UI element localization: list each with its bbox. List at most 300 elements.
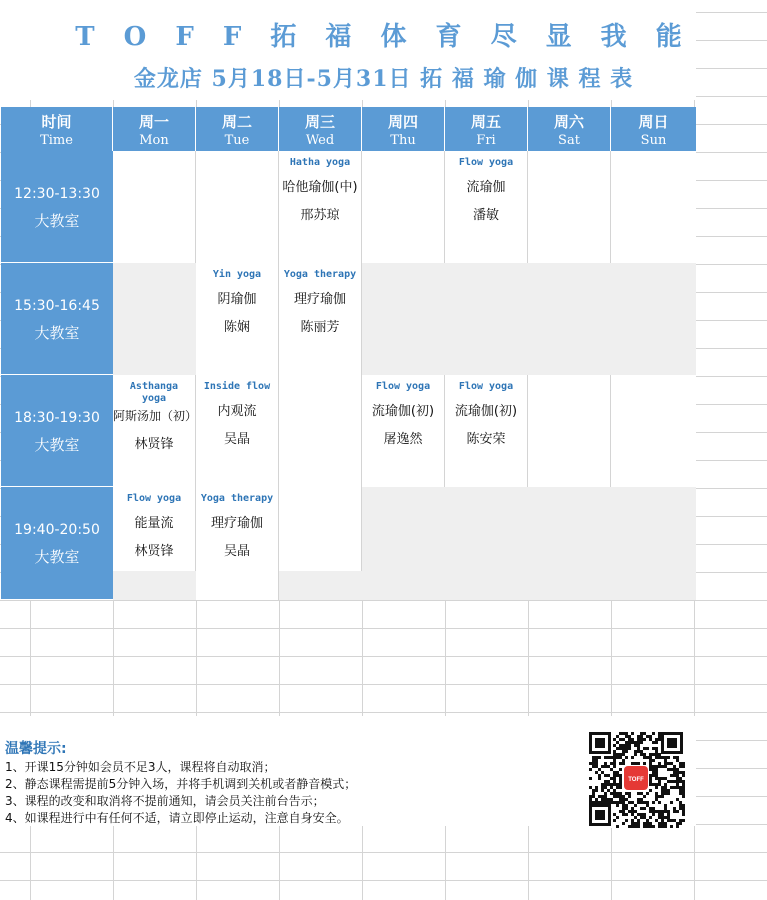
qr-module [637, 819, 640, 822]
qr-module [682, 786, 685, 789]
qr-module [661, 822, 664, 825]
header-wed [279, 107, 362, 151]
qr-module [679, 804, 682, 807]
qr-module [619, 774, 622, 777]
qr-module [655, 741, 658, 744]
qr-module [682, 819, 685, 822]
qr-module [589, 777, 592, 780]
teacher-name: 吴晶 [223, 432, 250, 447]
qr-module [649, 783, 652, 786]
qr-module [634, 825, 637, 828]
qr-module [673, 765, 676, 768]
qr-module [643, 762, 646, 765]
qr-module [652, 771, 655, 774]
qr-module [640, 732, 643, 735]
qr-module [655, 774, 658, 777]
qr-module [619, 744, 622, 747]
qr-module [604, 792, 607, 795]
qr-module [670, 774, 673, 777]
qr-module [679, 786, 682, 789]
qr-module [646, 756, 649, 759]
class-english-name: Inside flow [203, 381, 271, 392]
header-sublabel: Wed [305, 133, 335, 148]
qr-module [616, 783, 619, 786]
header-sublabel: Thu [390, 133, 416, 148]
time-range: 15:30-16:45 [14, 298, 100, 314]
qr-module [658, 825, 661, 828]
qr-module [646, 735, 649, 738]
qr-module [658, 777, 661, 780]
qr-module [622, 807, 625, 810]
qr-module [658, 822, 661, 825]
class-english-name: Flow yoga [458, 381, 514, 392]
qr-logo-label: TOFF [628, 777, 644, 783]
qr-module [613, 780, 616, 783]
qr-module [637, 738, 640, 741]
qr-module [592, 756, 595, 759]
qr-module [682, 783, 685, 786]
qr-module [622, 753, 625, 756]
empty-cell [528, 375, 611, 487]
teacher-name: 吴晶 [223, 544, 250, 559]
qr-module [607, 774, 610, 777]
tips-title: 温馨提示: [5, 741, 67, 757]
qr-module [601, 765, 604, 768]
qr-module [613, 789, 616, 792]
qr-module [619, 756, 622, 759]
qr-module [601, 801, 604, 804]
qr-module [649, 780, 652, 783]
header-mon [113, 107, 196, 151]
qr-module [640, 753, 643, 756]
qr-module [625, 756, 628, 759]
qr-module [619, 795, 622, 798]
header-label: 周四 [387, 113, 418, 131]
qr-module [610, 792, 613, 795]
qr-module [649, 789, 652, 792]
class-name: 阴瑜伽 [217, 292, 257, 307]
qr-module [652, 810, 655, 813]
class-name: 能量流 [134, 516, 174, 531]
qr-module [655, 768, 658, 771]
qr-module [634, 753, 637, 756]
class-cell [113, 487, 196, 571]
qr-module [616, 741, 619, 744]
qr-module [598, 795, 601, 798]
qr-module [676, 771, 679, 774]
qr-module [676, 780, 679, 783]
qr-module [664, 759, 667, 762]
qr-module [679, 819, 682, 822]
qr-module [628, 738, 631, 741]
qr-module [679, 807, 682, 810]
class-cell [445, 151, 528, 263]
qr-module [610, 768, 613, 771]
qr-module [643, 816, 646, 819]
qr-module [601, 771, 604, 774]
qr-module [658, 765, 661, 768]
brand-title: T O F F 拓 福 体 育 尽 显 我 能 [75, 22, 692, 52]
qr-module [610, 786, 613, 789]
qr-module [664, 762, 667, 765]
class-name: 哈他瑜伽(中) [282, 180, 358, 195]
qr-module [613, 744, 616, 747]
time-slot [1, 151, 113, 263]
class-name: 内观流 [217, 404, 257, 419]
qr-module [658, 813, 661, 816]
teacher-name: 潘敏 [472, 208, 499, 223]
qr-module [613, 813, 616, 816]
header-sat [528, 107, 611, 151]
class-name: 理疗瑜伽 [293, 292, 346, 307]
class-english-name: Yoga therapy [283, 269, 357, 280]
qr-module [667, 780, 670, 783]
qr-module [646, 804, 649, 807]
qr-module [637, 747, 640, 750]
qr-module [640, 735, 643, 738]
qr-module [613, 771, 616, 774]
qr-module [625, 819, 628, 822]
qr-module [622, 801, 625, 804]
header-sublabel: Fri [476, 133, 496, 148]
teacher-name: 屠逸然 [383, 432, 423, 447]
qr-module [595, 801, 598, 804]
qr-module [595, 765, 598, 768]
qr-module [625, 747, 628, 750]
qr-module [673, 810, 676, 813]
qr-module [592, 762, 595, 765]
qr-module [643, 822, 646, 825]
qr-module [619, 753, 622, 756]
qr-module [631, 819, 634, 822]
qr-module [643, 813, 646, 816]
time-range: 18:30-19:30 [14, 410, 100, 426]
qr-module [634, 816, 637, 819]
header-sublabel: Sun [640, 133, 667, 148]
qr-module [661, 810, 664, 813]
qr-module [682, 810, 685, 813]
qr-module [613, 753, 616, 756]
qr-module [679, 771, 682, 774]
qr-module [625, 750, 628, 753]
qr-module [622, 732, 625, 735]
qr-module [616, 804, 619, 807]
qr-module [616, 786, 619, 789]
qr-module [616, 756, 619, 759]
qr-module [628, 801, 631, 804]
qr-module [607, 783, 610, 786]
qr-module [661, 777, 664, 780]
qr-module [682, 771, 685, 774]
qr-module [676, 786, 679, 789]
qr-module [610, 801, 613, 804]
qr-module [661, 786, 664, 789]
qr-module [676, 825, 679, 828]
qr-module [613, 759, 616, 762]
empty-cell [528, 151, 611, 263]
teacher-name: 邢苏琼 [300, 208, 340, 223]
qr-module [604, 765, 607, 768]
header-tue [196, 107, 279, 151]
qr-module [682, 780, 685, 783]
qr-module [598, 774, 601, 777]
qr-module [631, 822, 634, 825]
room-name: 大教室 [34, 548, 80, 566]
qr-module [619, 792, 622, 795]
qr-module [664, 765, 667, 768]
qr-module [652, 747, 655, 750]
qr-module [607, 765, 610, 768]
qr-module [682, 807, 685, 810]
qr-module [616, 774, 619, 777]
qr-module [598, 801, 601, 804]
header-sublabel: Sat [558, 133, 580, 148]
qr-module [613, 756, 616, 759]
qr-module [667, 762, 670, 765]
qr-module [592, 759, 595, 762]
header-sublabel: Mon [139, 133, 169, 148]
qr-module [631, 825, 634, 828]
qr-module [640, 750, 643, 753]
qr-module [652, 813, 655, 816]
qr-module [607, 756, 610, 759]
qr-module [682, 813, 685, 816]
qr-module [649, 825, 652, 828]
qr-module [634, 744, 637, 747]
qr-module [613, 750, 616, 753]
header-thu [362, 107, 445, 151]
qr-module [631, 738, 634, 741]
qr-module [622, 798, 625, 801]
qr-module [649, 822, 652, 825]
qr-module [604, 786, 607, 789]
qr-module [604, 780, 607, 783]
qr-module [634, 750, 637, 753]
qr-module [655, 765, 658, 768]
qr-module [589, 768, 592, 771]
qr-module [619, 780, 622, 783]
qr-module [640, 792, 643, 795]
class-name: 流瑜伽 [466, 180, 506, 195]
qr-module [649, 765, 652, 768]
qr-module [664, 756, 667, 759]
qr-module [676, 822, 679, 825]
qr-module [595, 759, 598, 762]
qr-module [628, 810, 631, 813]
qr-module [616, 792, 619, 795]
qr-module [670, 801, 673, 804]
qr-module [679, 777, 682, 780]
qr-module [646, 801, 649, 804]
qr-module [616, 753, 619, 756]
qr-module [595, 756, 598, 759]
qr-module [613, 795, 616, 798]
qr-module [601, 798, 604, 801]
class-cell [196, 375, 279, 487]
qr-module [595, 789, 598, 792]
qr-module [616, 825, 619, 828]
qr-module [604, 762, 607, 765]
qr-module [637, 792, 640, 795]
qr-module [622, 762, 625, 765]
qr-module [631, 762, 634, 765]
class-cell [279, 151, 362, 263]
qr-module [655, 792, 658, 795]
qr-module [670, 825, 673, 828]
qr-module [625, 732, 628, 735]
qr-module [640, 813, 643, 816]
class-cell [362, 375, 445, 487]
qr-module [628, 744, 631, 747]
qr-module [673, 807, 676, 810]
qr-module [649, 816, 652, 819]
qr-module [628, 792, 631, 795]
qr-module [664, 777, 667, 780]
header-fri [445, 107, 528, 151]
qr-module [655, 771, 658, 774]
qr-module [604, 795, 607, 798]
qr-module [592, 801, 595, 804]
qr-module [655, 798, 658, 801]
qr-module [676, 798, 679, 801]
qr-module [652, 759, 655, 762]
qr-module [625, 798, 628, 801]
qr-module [679, 780, 682, 783]
qr-module [655, 750, 658, 753]
qr-module [676, 774, 679, 777]
qr-module [661, 819, 664, 822]
header-label: 周日 [638, 113, 669, 131]
room-name: 大教室 [34, 324, 80, 342]
qr-module [667, 792, 670, 795]
time-slot [1, 487, 113, 600]
header-label: 周五 [470, 113, 501, 131]
qr-module [655, 738, 658, 741]
tip-line: 4、如课程进行中有任何不适，请立即停止运动，注意自身安全。 [5, 811, 349, 825]
class-name: 理疗瑜伽 [210, 516, 263, 531]
qr-module [667, 819, 670, 822]
qr-module [604, 756, 607, 759]
qr-module [625, 744, 628, 747]
qr-module [664, 804, 667, 807]
qr-module [619, 786, 622, 789]
qr-module [637, 741, 640, 744]
qr-module [679, 801, 682, 804]
empty-cell [279, 375, 362, 487]
qr-module [664, 825, 667, 828]
qr-module [670, 762, 673, 765]
header-sun [611, 107, 696, 151]
header-label: 周三 [304, 113, 335, 131]
header-sublabel: Tue [224, 133, 250, 148]
qr-module [643, 756, 646, 759]
qr-module [652, 768, 655, 771]
qr-module [658, 780, 661, 783]
qr-module [595, 762, 598, 765]
qr-module [604, 801, 607, 804]
qr-module [619, 777, 622, 780]
qr-module [619, 798, 622, 801]
qr-module [643, 753, 646, 756]
qr-module [670, 768, 673, 771]
qr-module [676, 768, 679, 771]
empty-cell [113, 151, 196, 263]
class-english-name: Flow yoga [375, 381, 431, 392]
tip-line: 1、开课15分钟如会员不足3人，课程将自动取消； [5, 760, 276, 774]
class-name: 流瑜伽(初) [454, 404, 518, 419]
class-english-name: Flow yoga [126, 493, 182, 504]
qr-module [622, 759, 625, 762]
qr-module [619, 801, 622, 804]
qr-module [616, 795, 619, 798]
qr-module [628, 741, 631, 744]
qr-module [661, 813, 664, 816]
qr-module [613, 777, 616, 780]
qr-module [604, 774, 607, 777]
qr-module [661, 795, 664, 798]
qr-module [676, 810, 679, 813]
qr-module [682, 765, 685, 768]
qr-module [637, 798, 640, 801]
qr-module [637, 801, 640, 804]
class-english-name: Flow yoga [458, 157, 514, 168]
qr-module [652, 801, 655, 804]
qr-module [664, 783, 667, 786]
qr-module [682, 795, 685, 798]
qr-module [643, 825, 646, 828]
qr-module [661, 816, 664, 819]
tip-line: 2、静态课程需提前5分钟入场，并将手机调到关机或者静音模式； [5, 777, 357, 791]
qr-module [673, 774, 676, 777]
qr-module [652, 765, 655, 768]
qr-module [661, 756, 664, 759]
qr-module [622, 738, 625, 741]
empty-cell [362, 151, 445, 263]
teacher-name: 林贤锋 [134, 544, 174, 559]
class-cell [113, 375, 196, 487]
qr-module [646, 747, 649, 750]
class-english-name: Yin yoga [212, 269, 262, 280]
qr-module [655, 747, 658, 750]
qr-module [655, 783, 658, 786]
qr-module [643, 747, 646, 750]
qr-module [613, 738, 616, 741]
header-label: 周六 [553, 113, 584, 131]
qr-module [658, 810, 661, 813]
qr-module [667, 810, 670, 813]
qr-module [655, 786, 658, 789]
qr-code [587, 730, 685, 828]
qr-module [649, 753, 652, 756]
qr-module [625, 804, 628, 807]
qr-module [622, 744, 625, 747]
qr-module [619, 747, 622, 750]
qr-module [628, 795, 631, 798]
qr-module [643, 732, 646, 735]
time-slot [1, 375, 113, 487]
qr-module [616, 735, 619, 738]
qr-module [631, 807, 634, 810]
qr-module [670, 786, 673, 789]
qr-module [649, 777, 652, 780]
qr-module [640, 816, 643, 819]
class-cell [196, 487, 279, 600]
class-name: 阿斯汤加（初） [113, 409, 198, 423]
qr-module [592, 795, 595, 798]
qr-module [667, 813, 670, 816]
qr-module [655, 753, 658, 756]
qr-module [601, 786, 604, 789]
